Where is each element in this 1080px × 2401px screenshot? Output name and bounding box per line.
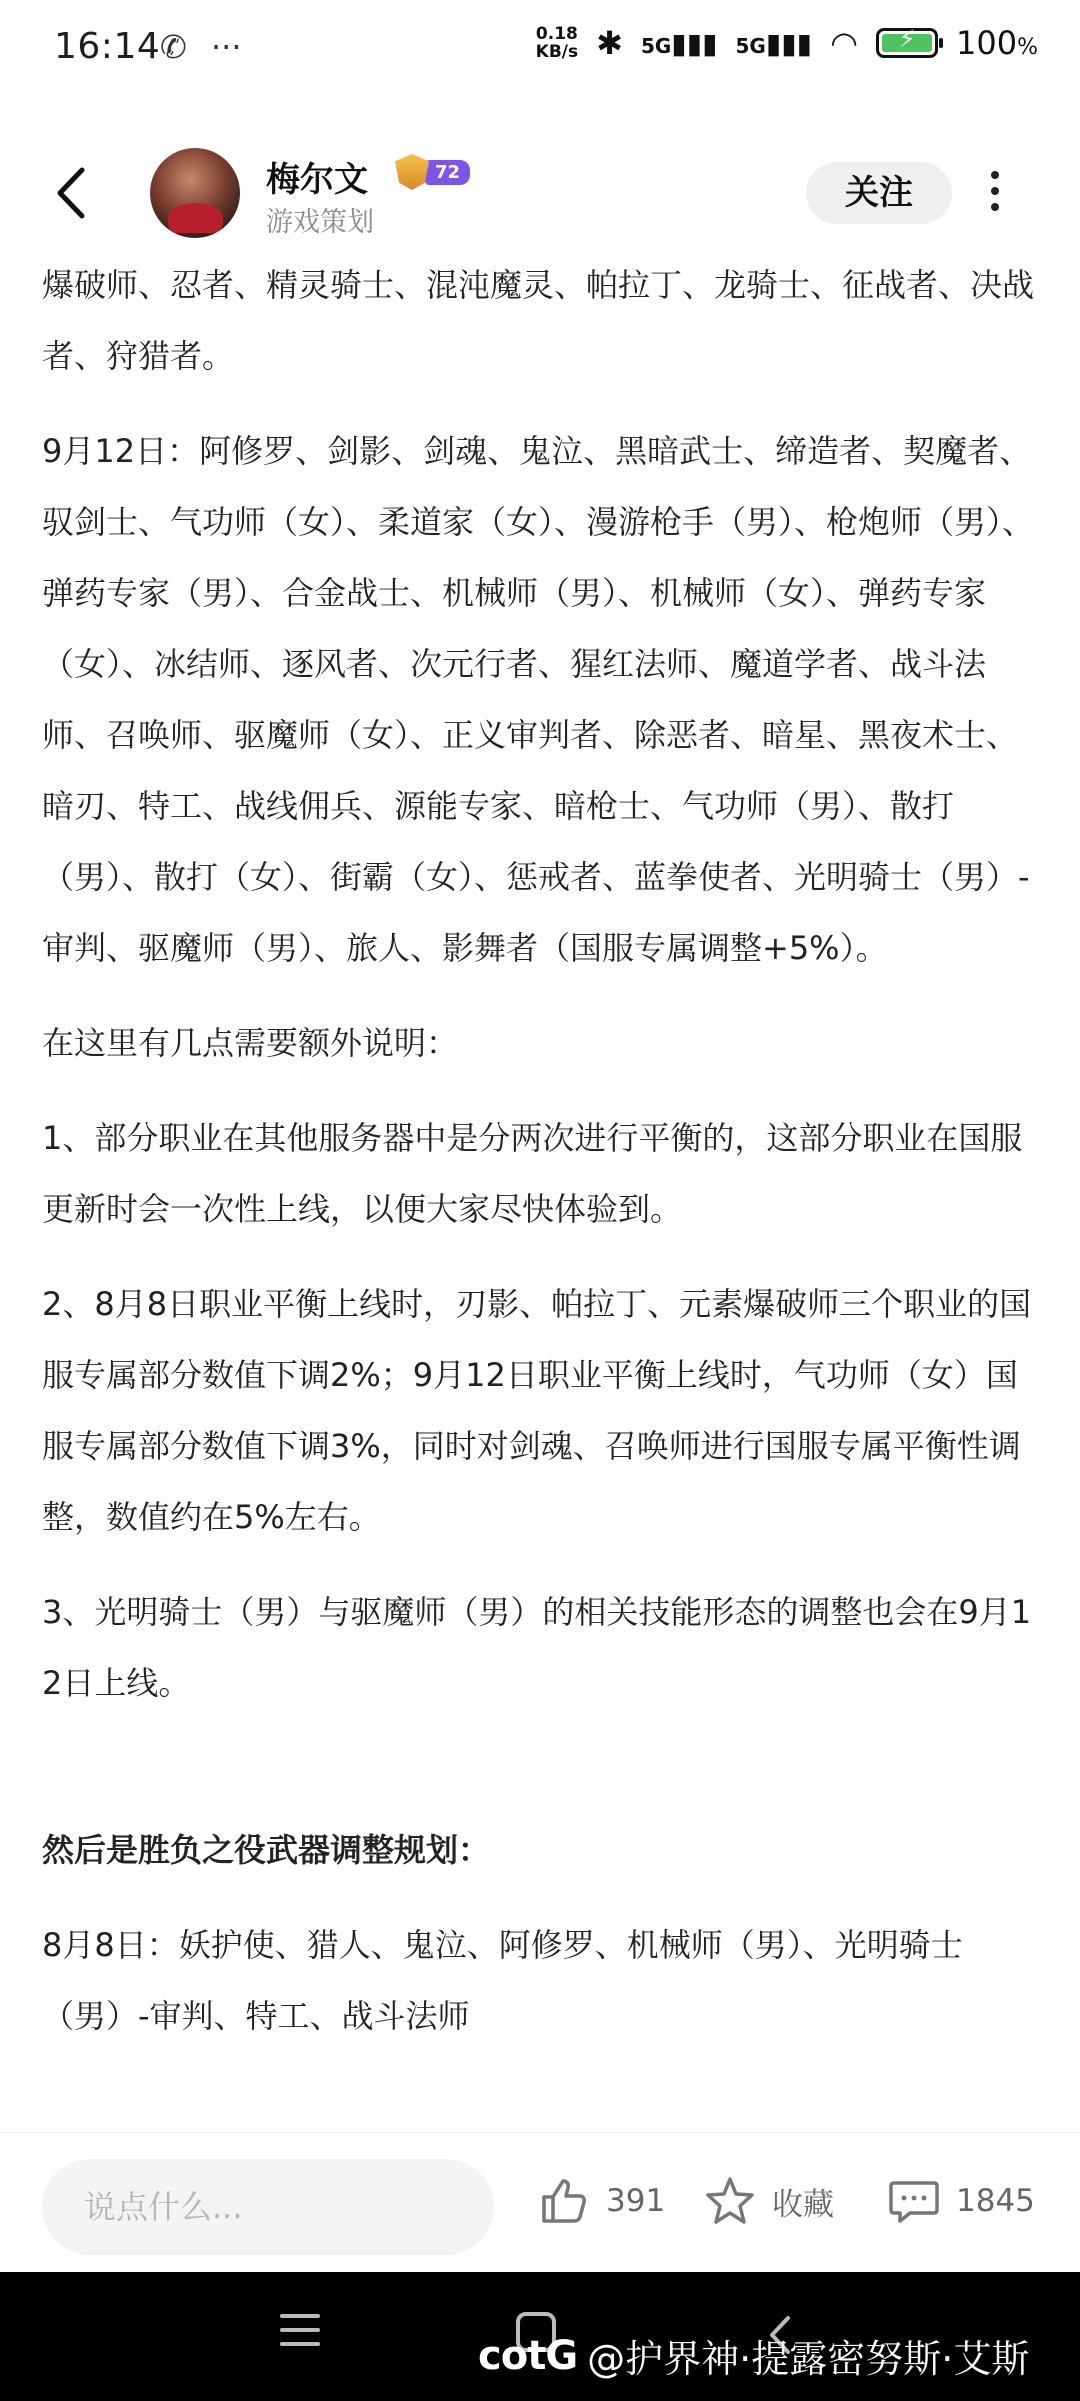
watermark [478, 2328, 1029, 2383]
back-button[interactable] [42, 158, 102, 228]
status-left-icons [160, 28, 242, 66]
section-heading: 然后是胜负之役武器调整规划： [42, 1831, 491, 1869]
net-speed: 0.18 KB/s [535, 24, 579, 62]
action-bar [0, 2132, 1080, 2273]
article-paragraph: 2、8月8日职业平衡上线时，刃影、帕拉丁、元素爆破师三个职业的国服专属部分数值下调2%；9月12日职业平衡上线时，气功师（女）国服专属部分数值下调3%，同时对剑魂、召唤师进行国服专属平衡性调整，数值约在5%左右。 [42, 1285, 1032, 1536]
like-button[interactable] [536, 2173, 665, 2229]
phone-call-icon: ✆ [160, 28, 187, 66]
status-bar [0, 0, 1080, 100]
article-paragraph: 8月8日：妖护使、猎人、鬼泣、阿修罗、机械师（男）、光明骑士（男）-审判、特工、战斗法师 [42, 1926, 963, 2035]
author-name[interactable]: 梅尔文 [266, 160, 368, 200]
level-shield-icon [395, 154, 429, 190]
wifi-icon: ◠ [830, 24, 859, 62]
bluetooth-icon: ✱ [596, 24, 623, 62]
chevron-left-icon [42, 158, 102, 228]
star-icon [702, 2173, 758, 2229]
more-dots-icon: ··· [210, 28, 242, 66]
comments-button[interactable] [886, 2173, 1035, 2229]
like-count: 391 [606, 2183, 666, 2219]
battery-percent: 100% [956, 24, 1038, 62]
article-body [42, 250, 1042, 2130]
comment-bubble-icon [886, 2173, 942, 2229]
author-role: 游戏策划 [266, 207, 374, 238]
watermark-logo: cotG [478, 2332, 578, 2379]
vertical-dots-icon [991, 171, 999, 179]
article-paragraph: 9月12日：阿修罗、剑影、剑魂、鬼泣、黑暗武士、缔造者、契魔者、驭剑士、气功师（女）、柔道家（女）、漫游枪手（男）、枪炮师（男）、弹药专家（男）、合金战士、机械师（男）、机械师（女）、弹药专家（女）、冰结师、逐风者、次元行者、猩红法师、魔道学者、战斗法师、召唤师、驱魔师（女）、正义审判者、除恶者、暗星、黑夜术士、暗刃、特工、战线佣兵、源能专家、暗枪士、气功师（男）、散打（男）、散打（女）、街霸（女）、惩戒者、蓝拳使者、光明骑士（男）-审判、驱魔师（男）、旅人、影舞者（国服专属调整+5%）。 [42, 432, 1035, 967]
signal-1: 5G▮▮▮ [640, 26, 718, 60]
level-badge [395, 154, 470, 190]
signal-2: 5G▮▮▮ [735, 26, 813, 60]
paragraph-spacer [42, 1743, 1042, 1815]
article-paragraph: 1、部分职业在其他服务器中是分两次进行平衡的，这部分职业在国服更新时会一次性上线，以便大家尽快体验到。 [42, 1119, 1023, 1228]
watermark-text: @护界神·提露密努斯·艾斯 [587, 2337, 1030, 2381]
signal-bars-icon: ▮▮▮ [671, 26, 718, 60]
follow-button[interactable]: 关注 [806, 162, 952, 224]
article-paragraph: 在这里有几点需要额外说明： [42, 1024, 459, 1062]
signal-bars-icon: ▮▮▮ [765, 26, 813, 60]
status-right [536, 24, 1038, 62]
post-header [0, 140, 1080, 250]
comment-count: 1845 [956, 2183, 1035, 2219]
favorite-button[interactable] [702, 2173, 834, 2229]
charging-bolt-icon: ⚡ [898, 25, 916, 53]
article-paragraph: 爆破师、忍者、精灵骑士、混沌魔灵、帕拉丁、龙骑士、征战者、决战者、狩猎者。 [42, 266, 1035, 375]
avatar[interactable] [150, 148, 240, 238]
comment-input[interactable]: 说点什么... [42, 2159, 494, 2255]
thumbs-up-icon [536, 2173, 592, 2229]
article-paragraph: 3、光明骑士（男）与驱魔师（男）的相关技能形态的调整也会在9月12日上线。 [42, 1593, 1032, 1702]
favorite-label: 收藏 [772, 2186, 834, 2223]
more-options-button[interactable] [980, 165, 1010, 225]
menu-icon[interactable] [280, 2314, 320, 2356]
battery-icon [876, 25, 938, 58]
level-number: 72 [425, 160, 470, 185]
status-time: 16:14 [54, 26, 161, 67]
